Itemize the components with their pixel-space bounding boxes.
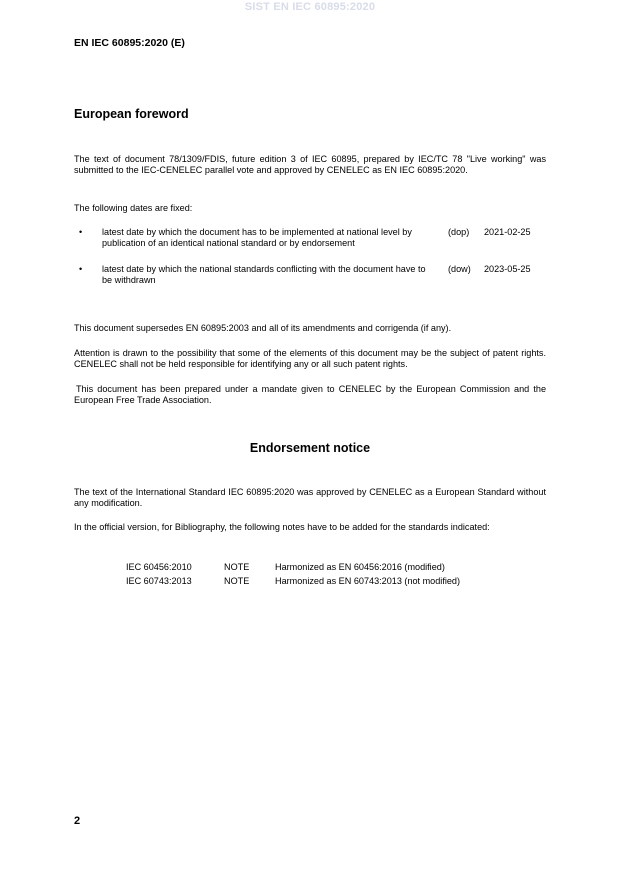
bullet-icon: • [79, 264, 83, 274]
note-standard: IEC 60743:2013 [126, 576, 192, 586]
page-number: 2 [74, 815, 81, 827]
date-item-date: 2023-05-25 [484, 264, 531, 274]
note-text: Harmonized as EN 60456:2016 (modified) [275, 562, 445, 572]
bullet-icon: • [79, 227, 83, 237]
note-label: NOTE [224, 576, 250, 586]
endorsement-heading: Endorsement notice [249, 441, 371, 455]
note-text: Harmonized as EN 60743:2013 (not modified) [275, 576, 461, 586]
document-id-header: EN IEC 60895:2020 (E) [74, 37, 185, 49]
bibliography-note-row [126, 562, 546, 574]
note-standard: IEC 60456:2010 [126, 562, 192, 572]
supersedes-paragraph: This document supersedes EN 60895:2003 and all of its amendments and corrigenda (if any). [74, 323, 452, 333]
foreword-heading: European foreword [74, 107, 189, 121]
attention-paragraph: Attention is drawn to the possibility that some of the elements of this document may be the subject of patent rights. CENELEC shall not be held responsible for identifying any or all such patent rights. [74, 348, 546, 369]
mandate-paragraph: This document has been prepared under a mandate given to CENELEC by the European Commission and the European Free Trade Association. [74, 384, 546, 405]
bibliography-note-row [126, 576, 546, 588]
endorsement-paragraph: The text of the International Standard IEC 60895:2020 was approved by CENELEC as a European Standard without any modification. [74, 487, 546, 508]
bibliography-paragraph: In the official version, for Bibliography, the following notes have to be added for the standards indicated: [74, 522, 490, 532]
foreword-paragraph-fdis: The text of document 78/1309/FDIS, future edition 3 of IEC 60895, prepared by IEC/TC 78 "Live working" was submitted to the IEC-CENELEC parallel vote and approved by CENELEC as EN IEC 60895:2020. [74, 154, 546, 175]
date-item-text: latest date by which the document has to be implemented at national level by publication of an identical national standard or by endorsement [102, 227, 412, 248]
date-item-text: latest date by which the national standards conflicting with the document have to be withdrawn [102, 264, 426, 285]
watermark: SIST EN IEC 60895:2020 [244, 1, 376, 13]
date-item-abbr: (dow) [448, 264, 471, 274]
date-item-date: 2021-02-25 [484, 227, 531, 237]
date-item-abbr: (dop) [448, 227, 470, 237]
note-label: NOTE [224, 562, 250, 572]
dates-intro: The following dates are fixed: [74, 203, 193, 213]
